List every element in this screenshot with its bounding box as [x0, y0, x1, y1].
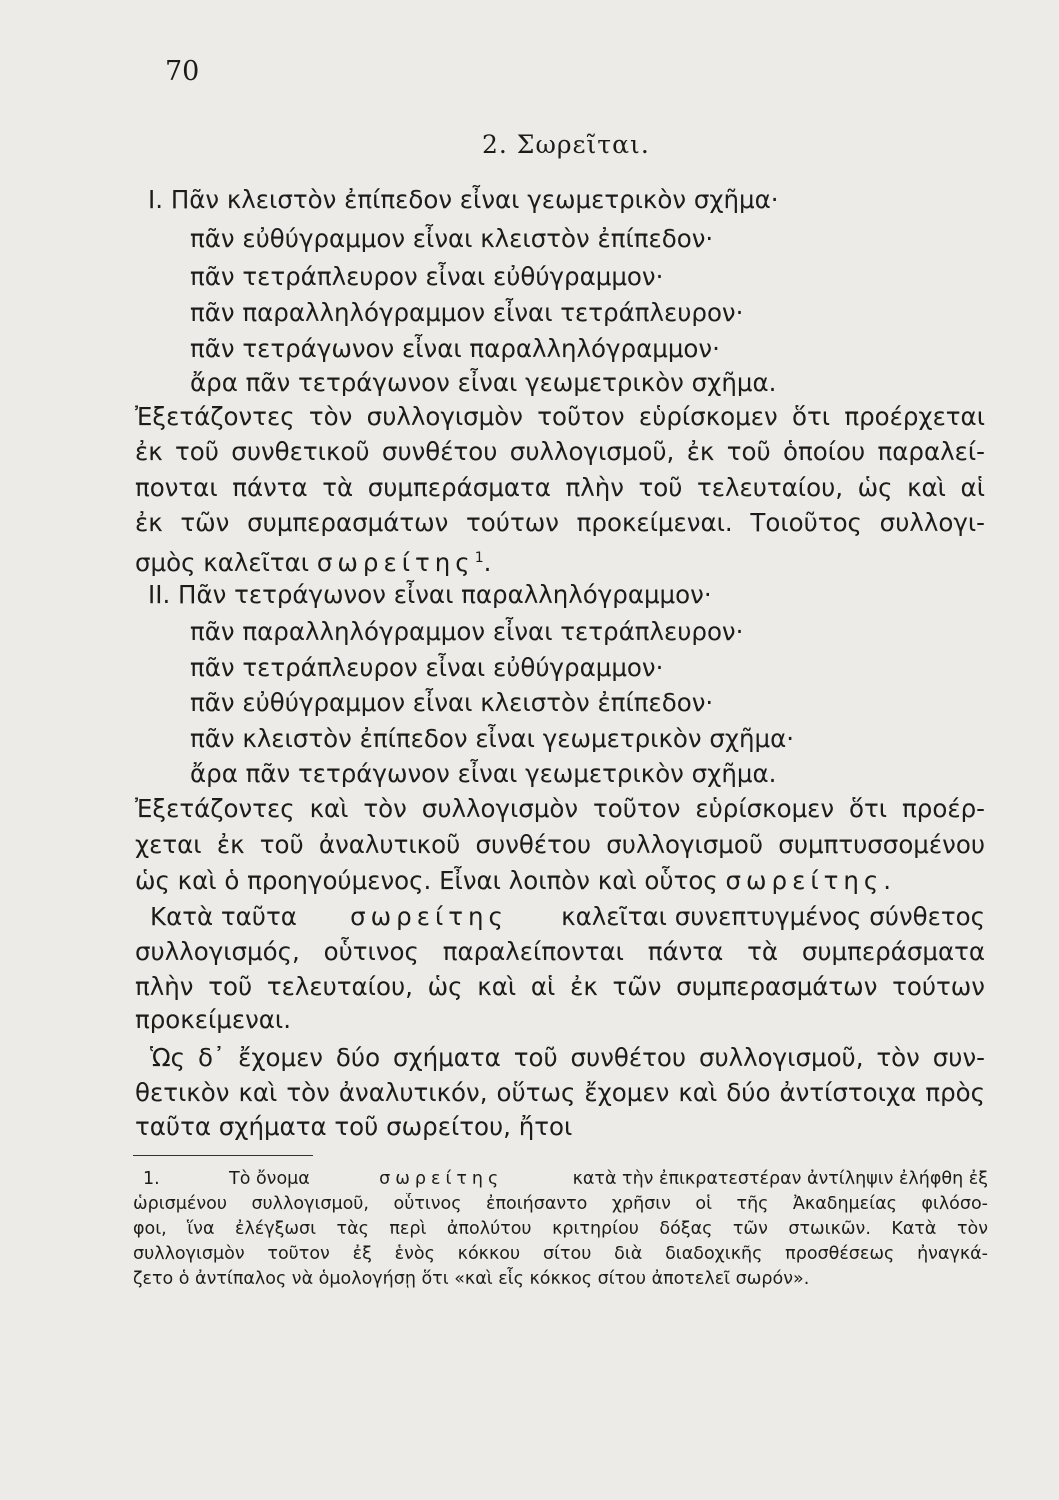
- paragraph-line: Ἐξετάζοντες καὶ τὸν συλλογισμὸν τοῦτον εὑρίσκομεν ὅτι προέρ-: [135, 794, 985, 823]
- paragraph-line: συλλογισμός, οὗτινος παραλείπονται πάντα τὰ συμπεράσματα: [135, 937, 985, 966]
- paragraph-line: ἐκ τῶν συμπερασμάτων τούτων προκείμεναι. Τοιοῦτος συλλογι-: [135, 508, 985, 537]
- example-1-line: πᾶν εὐθύγραμμον εἶναι κλειστὸν ἐπίπεδον·: [190, 224, 714, 253]
- paragraph-line: ταῦτα σχήματα τοῦ σωρείτου, ἤτοι: [135, 1112, 573, 1141]
- example-2-line: πᾶν παραλληλόγραμμον εἶναι τετράπλευρον·: [190, 617, 744, 646]
- example-2-line: ἄρα πᾶν τετράγωνον εἶναι γεωμετρικὸν σχῆμα.: [190, 759, 777, 788]
- example-1-line: ἄρα πᾶν τετράγωνον εἶναι γεωμετρικὸν σχῆμα.: [190, 368, 777, 397]
- text: καλεῖται συνεπτυγμένος σύνθετος: [561, 902, 985, 931]
- paragraph-line: Ἐξετάζοντες τὸν συλλογισμὸν τοῦτον εὑρίσκομεν ὅτι προέρχεται: [135, 402, 985, 431]
- example-2-text: Πᾶν τετράγωνον εἶναι παραλληλόγραμμον·: [178, 580, 712, 609]
- term-sorites: σωρείτης: [379, 1169, 504, 1189]
- example-1-label: Ι.: [148, 185, 164, 214]
- footnote-mark: 1.: [143, 1169, 160, 1189]
- paragraph-line: χεται ἐκ τοῦ ἀναλυτικοῦ συνθέτου συλλογισμοῦ συμπτυσσομένου: [135, 830, 985, 859]
- paragraph-line: Ὡς δ᾽ ἔχομεν δύο σχήματα τοῦ συνθέτου συλλογισμοῦ, τὸν συν-: [150, 1043, 985, 1072]
- footnote-line: ὡρισμένου συλλογισμοῦ, οὗτινος ἐποιήσαντο χρῆσιν οἱ τῆς Ἀκαδημείας φιλόσο-: [133, 1194, 988, 1214]
- example-1-line: πᾶν τετράγωνον εἶναι παραλληλόγραμμον·: [190, 334, 720, 363]
- text: κατὰ τὴν ἐπικρατεστέραν ἀντίληψιν ἐλήφθη ἐξ: [572, 1169, 988, 1189]
- paragraph-line: [135, 543, 985, 578]
- paragraph-line: ἐκ τοῦ συνθετικοῦ συνθέτου συλλογισμοῦ, ἐκ τοῦ ὁποίου παραλεί-: [135, 437, 985, 466]
- text: .: [883, 866, 892, 895]
- example-1-line: πᾶν τετράπλευρον εἶναι εὐθύγραμμον·: [190, 262, 664, 291]
- footnote-line: [143, 1168, 988, 1191]
- text: .: [483, 548, 492, 578]
- footnote-rule: [133, 1155, 313, 1156]
- example-1-line: [148, 185, 998, 215]
- footnote-line: συλλογισμὸν τοῦτον ἐξ ἑνὸς κόκκου σίτου διὰ διαδοχικῆς προσθέσεως ἠναγκά-: [133, 1244, 988, 1264]
- example-2-line: πᾶν εὐθύγραμμον εἶναι κλειστὸν ἐπίπεδον·: [190, 688, 714, 717]
- text: ὡς καὶ ὁ προηγούμενος. Εἶναι λοιπὸν καὶ οὗτος: [135, 866, 718, 895]
- footnote-line: φοι, ἵνα ἐλέγξωσι τὰς περὶ ἀπολύτου κριτηρίου δόξας τῶν στωικῶν. Κατὰ τὸν: [133, 1219, 988, 1239]
- paragraph-line: πλὴν τοῦ τελευταίου, ὡς καὶ αἱ ἐκ τῶν συμπερασμάτων τούτων: [135, 972, 985, 1001]
- example-2-line: [148, 580, 998, 610]
- paragraph-line: [150, 902, 985, 932]
- page-number: 70: [165, 56, 200, 87]
- footnote-line: ζετο ὁ ἀντίπαλος νὰ ὁμολογήσῃ ὅτι «καὶ εἷς κόκκος σίτου ἀποτελεῖ σωρόν».: [133, 1269, 810, 1289]
- paragraph-line: προκείμεναι.: [135, 1005, 292, 1034]
- example-1-line: πᾶν παραλληλόγραμμον εἶναι τετράπλευρον·: [190, 298, 744, 327]
- section-heading: 2. Σωρεῖται.: [482, 130, 650, 159]
- term-sorites: σωρείτης: [725, 866, 884, 895]
- footnote-mark: 1: [474, 550, 484, 566]
- example-1-text: Πᾶν κλειστὸν ἐπίπεδον εἶναι γεωμετρικὸν σχῆμα·: [170, 185, 779, 214]
- term-sorites: σωρείτης: [316, 548, 475, 578]
- paragraph-line: πονται πάντα τὰ συμπεράσματα πλὴν τοῦ τελευταίου, ὡς καὶ αἱ: [135, 473, 985, 502]
- text: Τὸ ὄνομα: [229, 1169, 310, 1189]
- text: σμὸς καλεῖται: [135, 548, 310, 578]
- text: Κατὰ ταῦτα: [150, 902, 297, 931]
- example-2-line: πᾶν τετράπλευρον εἶναι εὐθύγραμμον·: [190, 653, 664, 682]
- example-2-line: πᾶν κλειστὸν ἐπίπεδον εἶναι γεωμετρικὸν σχῆμα·: [190, 724, 795, 753]
- paragraph-line: [135, 866, 985, 896]
- term-sorites: σωρείτης: [350, 902, 508, 931]
- example-2-label: ΙΙ.: [148, 580, 171, 609]
- paragraph-line: θετικὸν καὶ τὸν ἀναλυτικόν, οὕτως ἔχομεν καὶ δύο ἀντίστοιχα πρὸς: [135, 1078, 985, 1107]
